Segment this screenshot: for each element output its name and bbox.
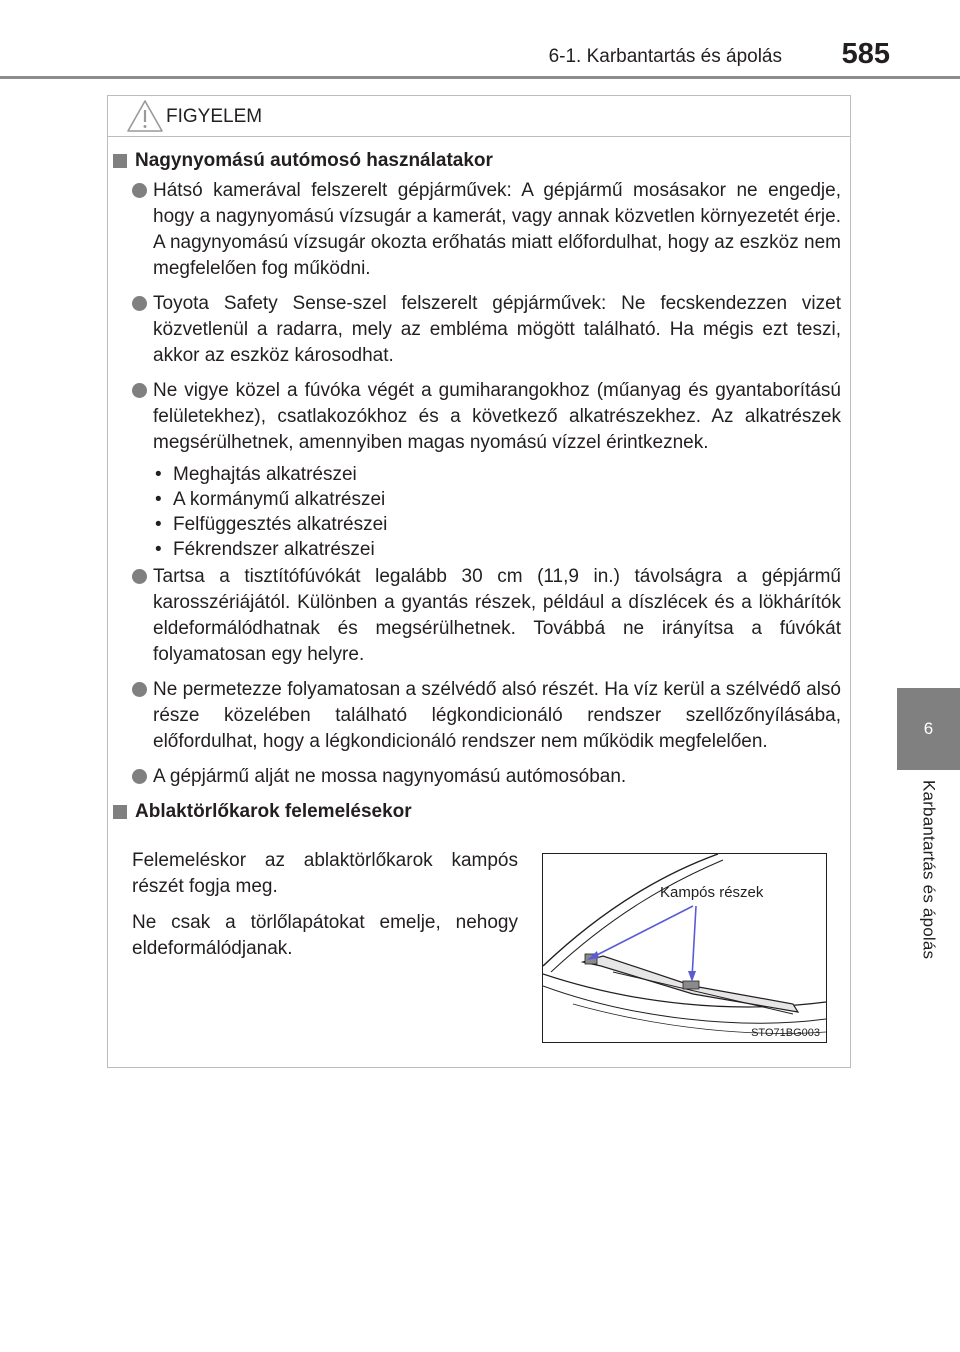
bullet-item: Hátsó kamerával felszerelt gépjárművek: A gépjármű mosásakor ne engedje, hogy a nagynyomású vízsugár a kamerát, vagy annak közvetlen környezetét érje. A nagynyomású vízsugár okozta erőhatás miatt előfordulhat, hogy az eszköz nem megfelelően fog működni.	[107, 178, 851, 282]
chapter-title: Karbantartás és ápolás	[919, 780, 939, 960]
round-bullet-icon	[132, 682, 147, 697]
page-number: 585	[841, 38, 890, 70]
sub-list-item: • A kormánymű alkatrészei	[107, 487, 851, 512]
warning-header	[108, 96, 850, 137]
round-bullet-icon	[132, 383, 147, 398]
chapter-title-tab	[897, 780, 960, 1000]
warning-title: FIGYELEM	[166, 106, 263, 127]
section-heading: Nagynyomású autómosó használatakor	[107, 148, 851, 174]
paragraph: Felemeléskor az ablaktörlőkarok kampós részét fogja meg.	[132, 850, 518, 897]
figure-callout-label: Kampós részek	[660, 884, 764, 901]
header-rule	[0, 76, 960, 79]
sub-list-item: • Felfüggesztés alkatrészei	[107, 512, 851, 537]
warning-content	[107, 148, 851, 829]
section-title: 6-1. Karbantartás és ápolás	[548, 46, 782, 67]
bullet-item: Ne vigye közel a fúvóka végét a gumiharangokhoz (műanyag és gyantaborítású felületekhez), csatlakozókhoz és a következő alkatrészekhez. Az alkatrészek megsérülhetnek, amennyiben magas nyomású vízzel érintkeznek.	[107, 378, 851, 456]
bullet-item: Tartsa a tisztítófúvókát legalább 30 cm (11,9 in.) távolságra a gépjármű karosszériájától. Különben a gyantás részek, például a díszlécek és a lökhárítók eldeformálódhatnak és megsérülhetnek. Továbbá ne irányítsa a fúvókát folyamatosan egy helyre.	[107, 564, 851, 668]
bullet-item: Ne permetezze folyamatosan a szélvédő alsó részét. Ha víz kerül a szélvédő alsó része közelében található légkondicionáló rendszer szellőzőnyílásába, előfordulhat, hogy a légkondicionáló rendszer nem működik megfelelően.	[107, 677, 851, 755]
round-bullet-icon	[132, 296, 147, 311]
round-bullet-icon	[132, 183, 147, 198]
sub-list-item: • Fékrendszer alkatrészei	[107, 537, 851, 562]
bullet-item: A gépjármű alját ne mossa nagynyomású autómosóban.	[107, 764, 851, 790]
paragraph: Ne csak a törlőlapátokat emelje, nehogy eldeformálódjanak.	[132, 912, 518, 959]
round-bullet-icon	[132, 569, 147, 584]
square-bullet-icon	[113, 805, 127, 819]
round-bullet-icon	[132, 769, 147, 784]
figure-code: STO71BG003	[751, 1027, 820, 1039]
wiper-illustration	[542, 853, 827, 1043]
bullet-item: Toyota Safety Sense-szel felszerelt gépjárművek: Ne fecskendezzen vizet közvetlenül a radarra, mely az embléma mögött található. Ha mégis ezt teszi, akkor az eszköz károsodhat.	[107, 291, 851, 369]
sub-list	[107, 462, 851, 562]
wiper-instructions	[132, 848, 518, 972]
wiper-arm-drawing	[543, 854, 826, 1042]
square-bullet-icon	[113, 154, 127, 168]
section-heading: Ablaktörlőkarok felemelésekor	[107, 799, 851, 825]
warning-triangle-icon	[126, 99, 164, 138]
sub-list-item: • Meghajtás alkatrészei	[107, 462, 851, 487]
chapter-number-tab: 6	[897, 688, 960, 770]
